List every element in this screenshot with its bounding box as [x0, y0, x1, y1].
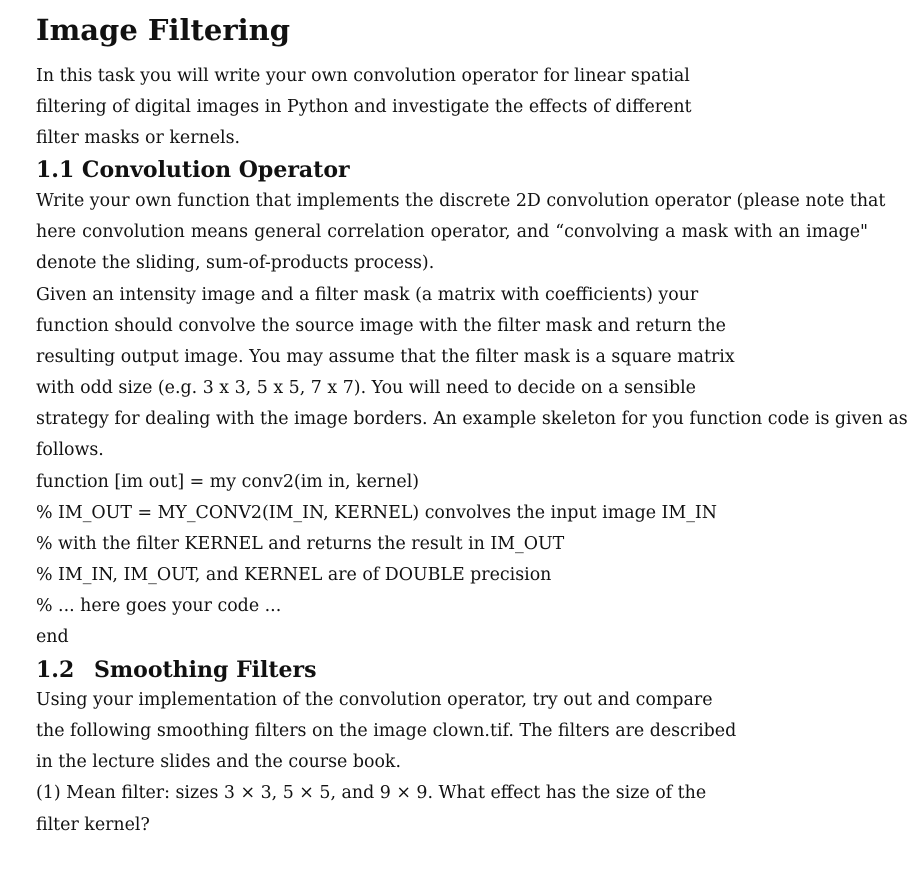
- paragraph-line: with odd size (e.g. 3 x 3, 5 x 5, 7 x 7). You will need to decide on a sensible: [36, 378, 696, 398]
- paragraph-line: follows.: [36, 440, 104, 460]
- section-number: 1.2: [36, 657, 75, 683]
- code-line: end: [36, 627, 69, 647]
- code-line: % IM_IN, IM_OUT, and KERNEL are of DOUBLE precision: [36, 565, 552, 585]
- paragraph-line: Given an intensity image and a filter mask (a matrix with coefficients) your: [36, 285, 699, 305]
- code-line: % IM_OUT = MY_CONV2(IM_IN, KERNEL) convolves the input image IM_IN: [36, 503, 717, 523]
- section-heading-convolution-operator: 1.1 Convolution Operator: [36, 157, 350, 183]
- paragraph-line: the following smoothing filters on the image clown.tif. The filters are described: [36, 721, 737, 741]
- section-heading-smoothing-filters: [36, 654, 317, 686]
- code-line: % with the filter KERNEL and returns the result in IM_OUT: [36, 534, 565, 554]
- paragraph-line: resulting output image. You may assume that the filter mask is a square matrix: [36, 347, 735, 367]
- intro-line: In this task you will write your own convolution operator for linear spatial: [36, 66, 690, 86]
- paragraph-line: filter kernel?: [36, 815, 150, 835]
- paragraph-line: strategy for dealing with the image borders. An example skeleton for you function code is given as: [36, 409, 908, 429]
- paragraph-line: Using your implementation of the convolution operator, try out and compare: [36, 690, 713, 710]
- paragraph-line: (1) Mean filter: sizes 3 × 3, 5 × 5, and 9 × 9. What effect has the size of the: [36, 783, 707, 803]
- section-title: Smoothing Filters: [94, 657, 317, 683]
- code-line: function [im out] = my conv2(im in, kernel): [36, 472, 420, 492]
- paragraph-line: denote the sliding, sum-of-products process).: [36, 253, 435, 273]
- paragraph-line: here convolution means general correlation operator, and “convolving a mask with an image": [36, 222, 868, 242]
- intro-line: filtering of digital images in Python and investigate the effects of different: [36, 97, 692, 117]
- paragraph-line: in the lecture slides and the course book.: [36, 752, 401, 772]
- document-title: Image Filtering: [36, 13, 290, 47]
- paragraph-line: function should convolve the source image with the filter mask and return the: [36, 316, 726, 336]
- intro-line: filter masks or kernels.: [36, 128, 241, 148]
- code-line: % ... here goes your code ...: [36, 596, 282, 616]
- paragraph-line: Write your own function that implements the discrete 2D convolution operator (please note that: [36, 191, 886, 211]
